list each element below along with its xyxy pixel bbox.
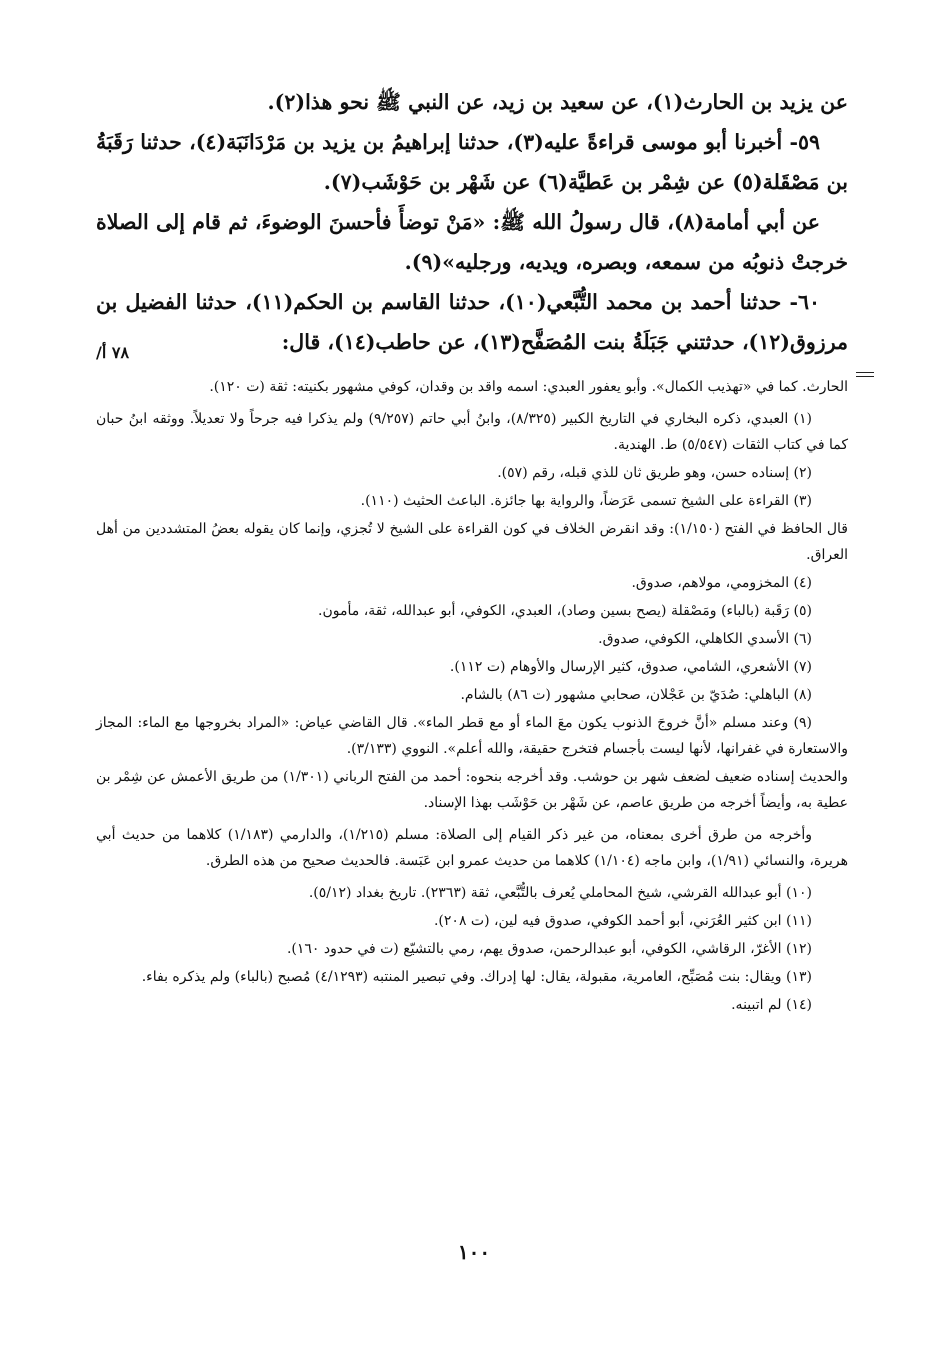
footnote-9-takhrij: وأخرجه من طرق أخرى بمعناه، من غير ذكر القيام إلى الصلاة: مسلم (١/٢١٥)، والدارمي (١/١٨٣) كلاهما من حديث أبي هريرة، والنسائي (١/٩١)، وابن ماجه (١/١٠٤) كلاهما من حديث عمرو ابن عَبَسة. فالحديث صحيح من هذه الطرق. xyxy=(96,827,848,869)
footnote-3-comment: قال الحافظ في الفتح (١/١٥٠): وقد انقرض الخلاف في كون القراءة على الشيخ لا تُجزي، وإنما كان يقوله بعضُ المتشددين من أهل العراق. xyxy=(96,521,848,563)
footnote-9: (٩) وعند مسلم «أنَّ خروجَ الذنوب يكون معَ الماء أو مع قطر الماء». قال القاضي عياض: «المراد بخروجها مع الماء: المجاز والاستعارة في غفرانها، لأنها ليست بأجسام فتخرج حقيقة، والله أعلم». النووي (٣/١٣٣). xyxy=(96,715,848,757)
main-paragraph-hadith-59: ٥٩- أخبرنا أبو موسى قراءةً عليه(٣)، حدثنا إبراهيمُ بن يزيد بن مَرْدَانَبَة(٤)، حدثنا رَقَبَةُ بن مَصْقَلة(٥) عن شِمْر بن عَطيَّة(٦) عن شَهْر بن حَوْشَب(٧). xyxy=(96,130,848,194)
footnote-7: (٧) الأشعري، الشامي، صدوق، كثير الإرسال والأوهام (ت ١١٢). xyxy=(449,659,812,675)
footnote-10: (١٠) أبو عبدالله القرشي، شيخ المحاملي يُعرف بالتُّبَّعي، ثقة (٢٣٦٣). تاريخ بغداد (٥/١٢). xyxy=(308,885,812,901)
footnote-4: (٤) المخزومي، مولاهم، صدوق. xyxy=(631,575,812,591)
footnote-8: (٨) الباهلي: صُدَيّ بن عَجْلان، صحابي مشهور (ت ٨٦) بالشام. xyxy=(460,687,812,703)
main-paragraph-matn: عن أبي أمامة(٨)، قال رسولُ الله ﷺ: «مَنْ توضأَ فأحسنَ الوضوءَ، ثم قام إلى الصلاة خرجتْ ذنوبُه من سمعه، وبصره، ويديه، ورجليه»(٩). xyxy=(96,210,848,274)
page-number: ١٠٠ xyxy=(457,1240,491,1264)
footnotes xyxy=(96,374,848,1018)
footnote-12: (١٢) الأغرّ، الرقاشي، الكوفي، أبو عبدالرحمن، صدوق يهم، رمي بالتشيّع (ت في حدود ١٦٠). xyxy=(286,941,812,957)
footnote-2: (٢) إسناده حسن، وهو طريق ثان للذي قبله، رقم (٥٧). xyxy=(497,465,812,481)
footnote-13: (١٣) ويقال: بنت مُصَبِّح، العامرية، مقبولة، يقال: لها إدراك. وفي تبصير المنتبه (٤/١٢٩٣) مُصبح (بالباء) ولم يذكره بفاء. xyxy=(141,969,812,985)
book-page xyxy=(96,82,848,1020)
main-paragraph-1: عن يزيد بن الحارث(١)، عن سعيد بن زيد، عن النبي ﷺ نحو هذا(٢). xyxy=(267,90,848,114)
main-paragraph-hadith-60: ٦٠- حدثنا أحمد بن محمد التُّبَّعي(١٠)، حدثنا القاسم بن الحكم(١١)، حدثنا الفضيل بن مرزوق(١٢)، حدثتني جَبَلَةُ بنت المُصَفَّح(١٣)، عن حاطب(١٤)، قال: xyxy=(96,290,848,354)
footnote-separator xyxy=(856,372,874,377)
footnote-1: (١) العبدي، ذكره البخاري في التاريخ الكبير (٨/٣٢٥)، وابنُ أبي حاتم (٩/٢٥٧) ولم يذكرا فيه جرحاً ولا تعديلاً. ووثقه ابنُ حبان كما في كتاب الثقات (٥/٥٤٧) ط. الهندية. xyxy=(96,411,848,453)
footnote-continuation: الحارث. كما في «تهذيب الكمال». وأبو يعفور العبدي: اسمه واقد بن وقدان، كوفي مشهور بكنيته: ثقة (ت ١٢٠). xyxy=(209,379,848,395)
footnote-14: (١٤) لم اتبينه. xyxy=(731,997,812,1013)
footnote-6: (٦) الأسدي الكاهلي، الكوفي، صدوق. xyxy=(598,631,812,647)
footnote-11: (١١) ابن كثير العُرَني، أبو أحمد الكوفي، صدوق فيه لين، (ت ٢٠٨). xyxy=(433,913,812,929)
manuscript-folio-marker: /٧٨ أ xyxy=(96,343,130,362)
main-text xyxy=(96,82,848,362)
footnote-5: (٥) رَقَبة (بالباء) ومَصْقلة (يصح بسين وصاد)، العبدي، الكوفي، أبو عبدالله، ثقة، مأمون. xyxy=(318,603,812,619)
footnote-3: (٣) القراءة على الشيخ تسمى عَرَضاً، والرواية بها جائزة. الباعث الحثيث (١١٠). xyxy=(360,493,812,509)
footnote-9-grading: والحديث إسناده ضعيف لضعف شهر بن حوشب. وقد أخرجه بنحوه: أحمد من الفتح الرباني (١/٣٠١) من طريق الأعمش عن شِمْر بن عطية به، وأيضاً أخرجه من طريق عاصم، عن شَهْر بن حَوْشَب بهذا الإسناد. xyxy=(96,769,848,811)
